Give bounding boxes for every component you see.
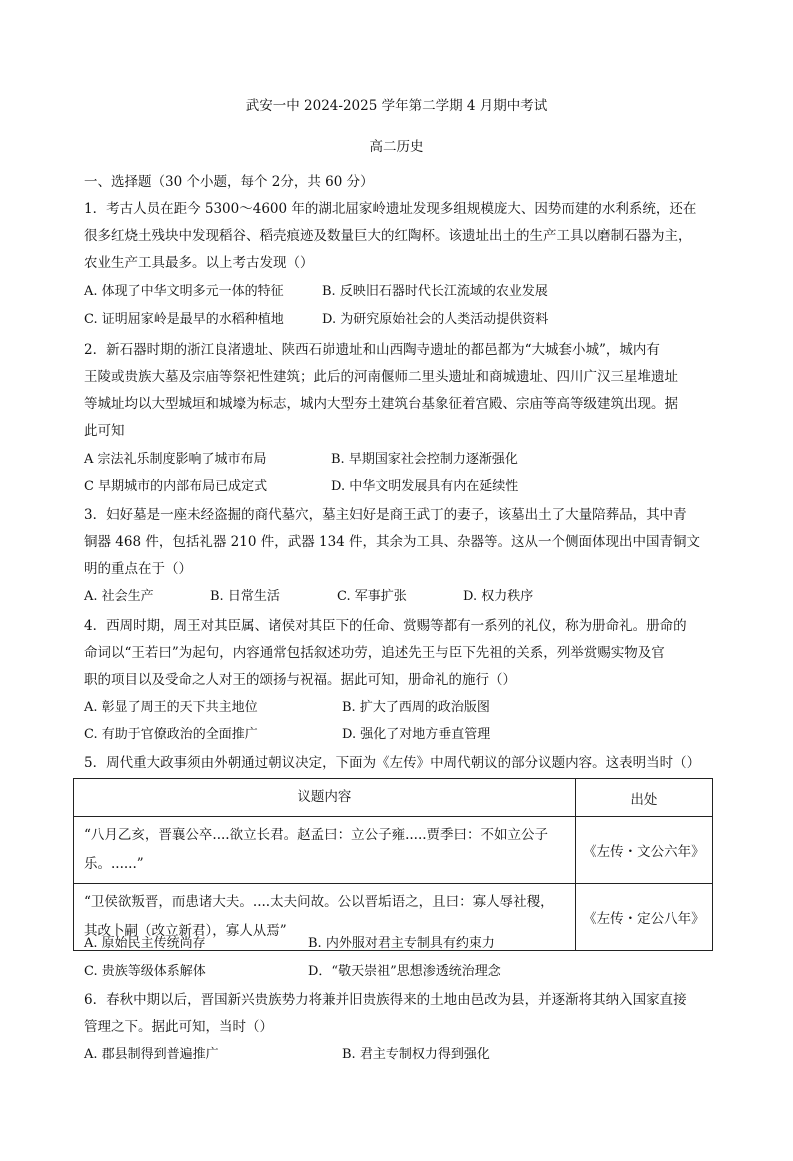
question-3-option-b: B. 日常生活 — [210, 589, 280, 604]
question-5-option-c: C. 贵族等级体系解体 — [84, 964, 206, 979]
question-2-option-d: D. 中华文明发展具有内在延续性 — [331, 479, 519, 494]
section-heading: 一、选择题（30 个小题，每个 2分，共 60 分） — [84, 174, 374, 190]
table-header-source: 出处 — [575, 779, 712, 817]
question-4-line-3: 职的项目以及受命之人对王的颂扬与祝福。据此可知，册命礼的施行（） — [84, 672, 516, 688]
question-5-option-d: D．“敬天崇祖”思想渗透统治理念 — [308, 964, 501, 979]
table-row — [74, 817, 713, 884]
question-1-line-1: 1．考古人员在距今 5300～4600 年的湖北屈家岭遗址发现多组规模庞大、因势而建的水利系统，还在 — [84, 201, 697, 217]
table-cell-source: 《左传・定公八年》 — [575, 884, 712, 951]
question-5-option-a: A. 原始民主传统尚存 — [84, 936, 206, 951]
table-cell-source: 《左传・文公六年》 — [575, 817, 712, 884]
question-5-line-1: 5．周代重大政事须由外朝通过朝议决定，下面为《左传》中周代朝议的部分议题内容。这表明当时（） — [84, 755, 701, 771]
question-4-line-1: 4．西周时期，周王对其臣属、诸侯对其臣下的任命、赏赐等都有一系列的礼仪，称为册命礼。册命的 — [84, 618, 687, 634]
question-2-option-a: A 宗法礼乐制度影响了城市布局 — [84, 452, 267, 467]
exam-title: 武安一中 2024-2025 学年第二学期 4 月期中考试 — [245, 98, 548, 114]
question-2-line-2: 王陵或贵族大墓及宗庙等祭祀性建筑；此后的河南偃师二里头遗址和商城遗址、四川广汉三星堆遗址 — [84, 369, 678, 385]
question-4-option-c: C. 有助于官僚政治的全面推广 — [84, 727, 258, 742]
question-2-option-b: B. 早期国家社会控制力逐渐强化 — [331, 452, 518, 467]
question-3-line-3: 明的重点在于（） — [84, 561, 192, 577]
question-1-option-b: B. 反映旧石器时代长江流域的农业发展 — [322, 284, 548, 299]
question-2-line-3: 等城址均以大型城垣和城壕为标志，城内大型夯土建筑台基象征着宫殿、宗庙等高等级建筑出现。据 — [84, 396, 678, 412]
question-3-option-a: A. 社会生产 — [84, 589, 154, 604]
question-3-line-1: 3．妇好墓是一座未经盗掘的商代墓穴，墓主妇好是商王武丁的妻子，该墓出土了大量陪葬品，其中青 — [84, 507, 687, 523]
question-6-line-2: 管理之下。据此可知，当时（） — [84, 1019, 273, 1035]
question-4-option-a: A. 彰显了周王的天下共主地位 — [84, 700, 258, 715]
question-1-option-c: C. 证明屈家岭是最早的水稻种植地 — [84, 312, 284, 327]
question-4-option-d: D. 强化了对地方垂直管理 — [342, 727, 491, 742]
question-2-line-4: 此可知 — [84, 423, 125, 439]
question-4-line-2: 命词以“王若曰”为起句，内容通常包括叙述功劳，追述先王与臣下先祖的关系，列举赏赐实物及官 — [84, 645, 665, 661]
table-cell-content: “八月乙亥，晋襄公卒....欲立长君。赵孟曰：立公子雍.....贾季曰：不如立公子乐。......” — [74, 817, 576, 884]
question-4-option-b: B. 扩大了西周的政治版图 — [342, 700, 490, 715]
question-3-line-2: 铜器 468 件，包括礼器 210 件，武器 134 件，其余为工具、杂器等。这从一个侧面体现出中国青铜文 — [84, 534, 701, 550]
question-1-line-2: 很多红烧土残块中发现稻谷、稻壳痕迹及数量巨大的红陶杯。该遗址出土的生产工具以磨制石器为主， — [84, 228, 692, 244]
subject-title: 高二历史 — [369, 139, 424, 155]
table-header-row — [74, 779, 713, 817]
question-3-option-c: C. 军事扩张 — [337, 589, 407, 604]
table-header-content: 议题内容 — [74, 779, 576, 817]
question-1-option-a: A. 体现了中华文明多元一体的特征 — [84, 284, 284, 299]
question-6-line-1: 6．春秋中期以后，晋国新兴贵族势力将兼并旧贵族得来的土地由邑改为县，并逐渐将其纳入国家直接 — [84, 992, 687, 1008]
question-1-line-3: 农业生产工具最多。以上考古发现（） — [84, 255, 314, 271]
question-2-line-1: 2．新石器时期的浙江良渚遗址、陕西石峁遗址和山西陶寺遗址的都邑都为“大城套小城”，城内有 — [84, 342, 660, 358]
question-6-option-a: A. 郡县制得到普遍推广 — [84, 1047, 219, 1062]
question-2-option-c: C 早期城市的内部布局已成定式 — [84, 479, 268, 494]
table-cell-content: “卫侯欲叛晋，而患诸大夫。....太夫问故。公以晋垢语之，且曰：寡人辱社稷，其改卜嗣（改立新君），寡人从焉” — [74, 884, 576, 951]
question-1-option-d: D. 为研究原始社会的人类活动提供资料 — [322, 312, 549, 327]
question-3-option-d: D. 权力秩序 — [463, 589, 534, 604]
question-6-option-b: B. 君主专制权力得到强化 — [342, 1047, 490, 1062]
question-5-table — [73, 778, 713, 951]
question-5-option-b: B. 内外服对君主专制具有约束力 — [308, 936, 495, 951]
